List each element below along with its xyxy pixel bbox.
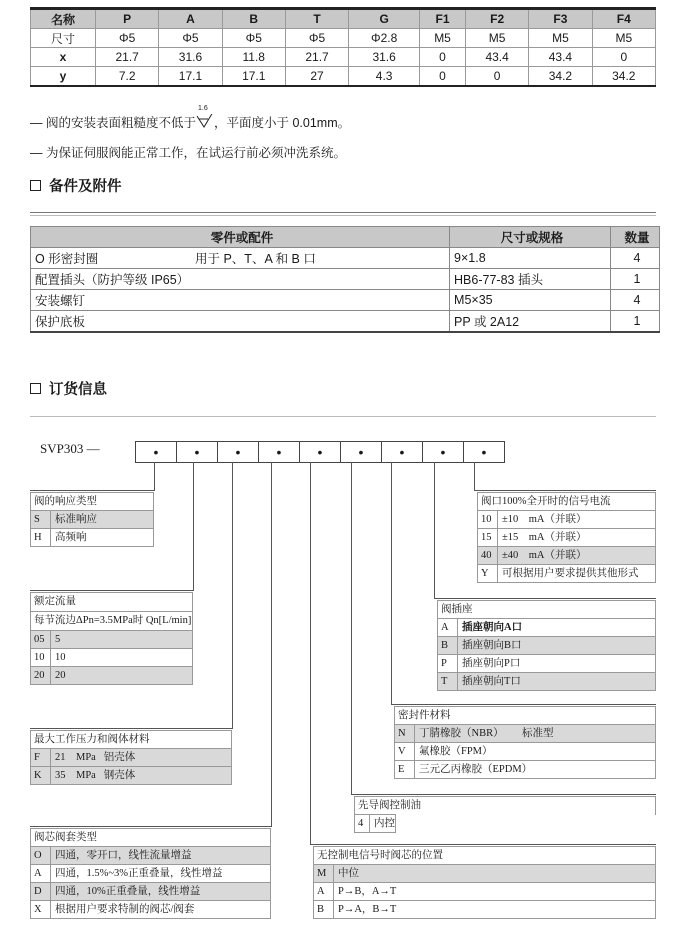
option-code: F	[31, 749, 51, 766]
connector-line	[391, 462, 392, 704]
dim-header-cell: F3	[529, 9, 592, 29]
parts-qty: 4	[611, 290, 660, 311]
dim-cell: Φ5	[222, 29, 285, 48]
option-row	[30, 864, 271, 883]
option-flow-title: 额定流量	[30, 592, 193, 611]
connector-line	[30, 728, 233, 729]
roughness-check-icon	[196, 114, 214, 128]
option-code: 10	[478, 511, 498, 528]
section-spares-title	[30, 175, 122, 196]
option-desc: 标准响应	[55, 514, 97, 525]
option-desc: 四通，10%正重叠量，线性增益	[55, 886, 201, 897]
parts-table	[30, 226, 660, 333]
dim-cell: 0	[465, 67, 528, 87]
option-desc: ±15 mA（并联）	[502, 532, 587, 543]
parts-spec: HB6-77-83 插头	[450, 269, 611, 290]
option-spool	[30, 828, 271, 919]
option-desc: ±40 mA（并联）	[502, 550, 587, 561]
option-row	[313, 864, 656, 883]
option-code: D	[31, 883, 51, 900]
dim-cell: 7.2	[96, 67, 159, 87]
option-row	[313, 900, 656, 919]
dim-cell: y	[31, 67, 96, 87]
option-flow	[30, 592, 193, 685]
connector-line	[310, 462, 311, 844]
option-response-title: 阀的响应类型	[30, 492, 154, 511]
option-desc: 可根据用户要求提供其他形式	[502, 568, 639, 579]
code-box-6: •	[340, 441, 382, 463]
code-box-8: •	[422, 441, 464, 463]
option-code: 4	[355, 815, 370, 832]
option-desc: 氟橡胶（FPM）	[419, 746, 493, 757]
dim-cell: 31.6	[159, 48, 222, 67]
section-spares-label: 备件及附件	[49, 179, 122, 195]
dim-cell: 17.1	[159, 67, 222, 87]
connector-line	[232, 462, 233, 728]
dim-header-cell: B	[222, 9, 285, 29]
dim-cell: 0	[592, 48, 655, 67]
dim-cell: M5	[529, 29, 592, 48]
parts-name: 配置插头（防护等级 IP65）	[31, 269, 450, 290]
option-code: A	[438, 619, 458, 636]
option-row	[437, 636, 656, 655]
option-current-title: 阀口100%全开时的信号电流	[477, 492, 656, 511]
code-boxes	[135, 441, 504, 463]
option-code: X	[31, 901, 51, 918]
connector-line	[351, 794, 656, 795]
dim-cell: Φ5	[285, 29, 348, 48]
option-pilot-title: 先导阀控制油	[354, 796, 656, 815]
option-row	[437, 672, 656, 691]
option-code: A	[314, 883, 334, 900]
option-code: N	[395, 725, 415, 742]
option-pressure-title: 最大工作压力和阀体材料	[30, 730, 232, 749]
section-ordering-label: 订货信息	[49, 382, 107, 398]
option-code: B	[314, 901, 334, 918]
option-desc: 根据用户要求特制的阀芯/阀套	[55, 904, 195, 915]
connector-line	[474, 490, 656, 491]
option-desc: 21 MPa 铝壳体	[55, 752, 136, 763]
option-row	[30, 528, 154, 547]
dim-header-cell: F4	[592, 9, 655, 29]
dim-header-cell: F2	[465, 9, 528, 29]
dim-header-cell: P	[96, 9, 159, 29]
divider	[30, 416, 656, 417]
parts-header-cell: 数量	[611, 227, 660, 248]
option-row	[30, 882, 271, 901]
option-code: H	[31, 529, 51, 546]
option-desc: P→A，B→T	[338, 904, 397, 915]
note-flush: — 为保证伺服阀能正常工作，在试运行前必须冲洗系统。	[30, 146, 346, 160]
dim-header-cell: T	[285, 9, 348, 29]
connector-line	[154, 462, 155, 490]
parts-extra: 用于 P、T、A 和 B 口	[191, 248, 450, 269]
connector-line	[434, 462, 435, 598]
connector-line	[310, 844, 656, 845]
code-box-4: •	[258, 441, 300, 463]
dim-cell: 尺寸	[31, 29, 96, 48]
dim-cell: 43.4	[529, 48, 592, 67]
parts-row	[31, 248, 660, 269]
parts-row	[31, 290, 660, 311]
option-row	[30, 648, 193, 667]
option-row	[30, 766, 232, 785]
code-box-9: •	[463, 441, 505, 463]
note-roughness-post: ，平面度小于 0.01mm。	[213, 116, 351, 130]
option-row	[477, 546, 656, 565]
option-desc: 插座朝向P口	[462, 658, 521, 669]
option-desc: 四通，零开口，线性流量增益	[55, 850, 192, 861]
option-row	[354, 814, 396, 833]
option-code: 40	[478, 547, 498, 564]
option-row	[30, 846, 271, 865]
option-row	[394, 760, 656, 779]
connector-line	[434, 598, 656, 599]
code-box-2: •	[176, 441, 218, 463]
dimension-row	[31, 29, 656, 48]
dimension-table	[30, 7, 656, 87]
option-code: O	[31, 847, 51, 864]
dim-cell: 27	[285, 67, 348, 87]
note-roughness-pre: — 阀的安装表面粗糙度不低于	[30, 116, 196, 130]
option-desc: 插座朝向T口	[462, 676, 521, 687]
option-desc: 20	[55, 670, 66, 681]
option-spool-title: 阀芯阀套类型	[30, 828, 271, 847]
option-seal	[394, 706, 656, 779]
option-row	[437, 654, 656, 673]
option-desc: 内控	[374, 818, 395, 829]
dim-cell: M5	[592, 29, 655, 48]
dim-cell: x	[31, 48, 96, 67]
dim-cell: Φ5	[96, 29, 159, 48]
divider	[30, 215, 656, 216]
parts-row	[31, 311, 660, 333]
option-desc: 丁腈橡胶（NBR） 标准型	[419, 728, 554, 739]
parts-spec: 9×1.8	[450, 248, 611, 269]
option-socket	[437, 600, 656, 691]
section-ordering-title	[30, 378, 107, 399]
parts-spec: PP 或 2A12	[450, 311, 611, 333]
connector-line	[193, 462, 194, 590]
parts-name: 保护底板	[31, 311, 450, 333]
roughness-value: 1.6	[197, 105, 208, 112]
option-desc: 中位	[338, 868, 359, 879]
option-row	[477, 528, 656, 547]
option-row	[394, 742, 656, 761]
parts-name: 安装螺钉	[31, 290, 450, 311]
code-box-1: •	[135, 441, 177, 463]
option-desc: 10	[55, 652, 66, 663]
code-box-5: •	[299, 441, 341, 463]
dim-cell: 43.4	[465, 48, 528, 67]
dim-cell: 0	[420, 48, 466, 67]
code-box-7: •	[381, 441, 423, 463]
dim-cell: 17.1	[222, 67, 285, 87]
option-row	[477, 564, 656, 583]
option-row	[437, 618, 656, 637]
option-flow-subtitle: 每节流边ΔPn=3.5MPa时 Qn[L/min]	[30, 611, 193, 631]
option-code: S	[31, 511, 51, 528]
option-desc: 四通，1.5%~3%正重叠量，线性增益	[55, 868, 223, 879]
option-code: 15	[478, 529, 498, 546]
option-code: P	[438, 655, 458, 672]
option-seal-title: 密封件材料	[394, 706, 656, 725]
option-response	[30, 492, 154, 547]
dim-cell: 0	[420, 67, 466, 87]
square-bullet-icon	[30, 383, 41, 394]
parts-qty: 1	[611, 311, 660, 333]
option-code: 10	[31, 649, 51, 666]
dim-cell: M5	[420, 29, 466, 48]
option-desc: 插座朝向A口	[462, 622, 523, 633]
option-row	[394, 724, 656, 743]
model-prefix: SVP303 —	[40, 441, 100, 456]
option-code: A	[31, 865, 51, 882]
dim-header-cell: F1	[420, 9, 466, 29]
roughness-symbol	[196, 105, 214, 128]
option-row	[477, 510, 656, 529]
dim-header-cell: 名称	[31, 9, 96, 29]
dim-cell: Φ2.8	[349, 29, 420, 48]
option-code: 20	[31, 667, 51, 684]
connector-line	[271, 462, 272, 826]
option-position	[313, 846, 656, 919]
option-code: E	[395, 761, 415, 778]
code-box-3: •	[217, 441, 259, 463]
option-code: T	[438, 673, 458, 690]
connector-line	[30, 490, 155, 491]
dim-cell: 34.2	[592, 67, 655, 87]
option-row	[30, 510, 154, 529]
option-socket-title: 阀插座	[437, 600, 656, 619]
option-code: 05	[31, 631, 51, 648]
connector-line	[30, 826, 272, 827]
option-code: Y	[478, 565, 498, 582]
option-row	[30, 630, 193, 649]
option-code: B	[438, 637, 458, 654]
divider	[30, 212, 656, 213]
parts-qty: 4	[611, 248, 660, 269]
option-row	[313, 882, 656, 901]
dim-cell: 34.2	[529, 67, 592, 87]
dim-cell: 11.8	[222, 48, 285, 67]
option-desc: 高频响	[55, 532, 87, 543]
parts-spec: M5×35	[450, 290, 611, 311]
option-current	[477, 492, 656, 583]
parts-header-cell: 尺寸或规格	[450, 227, 611, 248]
dim-cell: 21.7	[96, 48, 159, 67]
option-code: V	[395, 743, 415, 760]
option-code: M	[314, 865, 334, 882]
option-desc: 三元乙丙橡胶（EPDM）	[419, 764, 533, 775]
option-code: K	[31, 767, 51, 784]
option-desc: 5	[55, 634, 61, 645]
dim-cell: Φ5	[159, 29, 222, 48]
connector-line	[351, 462, 352, 794]
option-desc: 插座朝向B口	[462, 640, 522, 651]
option-position-title: 无控制电信号时阀芯的位置	[313, 846, 656, 865]
dim-cell: 21.7	[285, 48, 348, 67]
connector-line	[30, 590, 194, 591]
parts-qty: 1	[611, 269, 660, 290]
parts-name: O 形密封圈	[31, 248, 192, 269]
option-pilot	[354, 796, 656, 833]
connector-line	[391, 704, 656, 705]
option-row	[30, 666, 193, 685]
parts-header-cell: 零件或配件	[31, 227, 450, 248]
connector-line	[474, 462, 475, 490]
dim-cell: M5	[465, 29, 528, 48]
dim-header-cell: G	[349, 9, 420, 29]
option-row	[30, 900, 271, 919]
note-roughness	[30, 105, 351, 131]
option-row	[30, 748, 232, 767]
dimension-header-row	[31, 9, 656, 29]
option-desc: 35 MPa 钢壳体	[55, 770, 136, 781]
dimension-row	[31, 48, 656, 67]
dim-cell: 31.6	[349, 48, 420, 67]
square-bullet-icon	[30, 180, 41, 191]
dim-header-cell: A	[159, 9, 222, 29]
dimension-row	[31, 67, 656, 87]
parts-row	[31, 269, 660, 290]
parts-header-row	[31, 227, 660, 248]
option-pressure	[30, 730, 232, 785]
option-desc: ±10 mA（并联）	[502, 514, 587, 525]
dim-cell: 4.3	[349, 67, 420, 87]
option-desc: P→B，A→T	[338, 886, 397, 897]
